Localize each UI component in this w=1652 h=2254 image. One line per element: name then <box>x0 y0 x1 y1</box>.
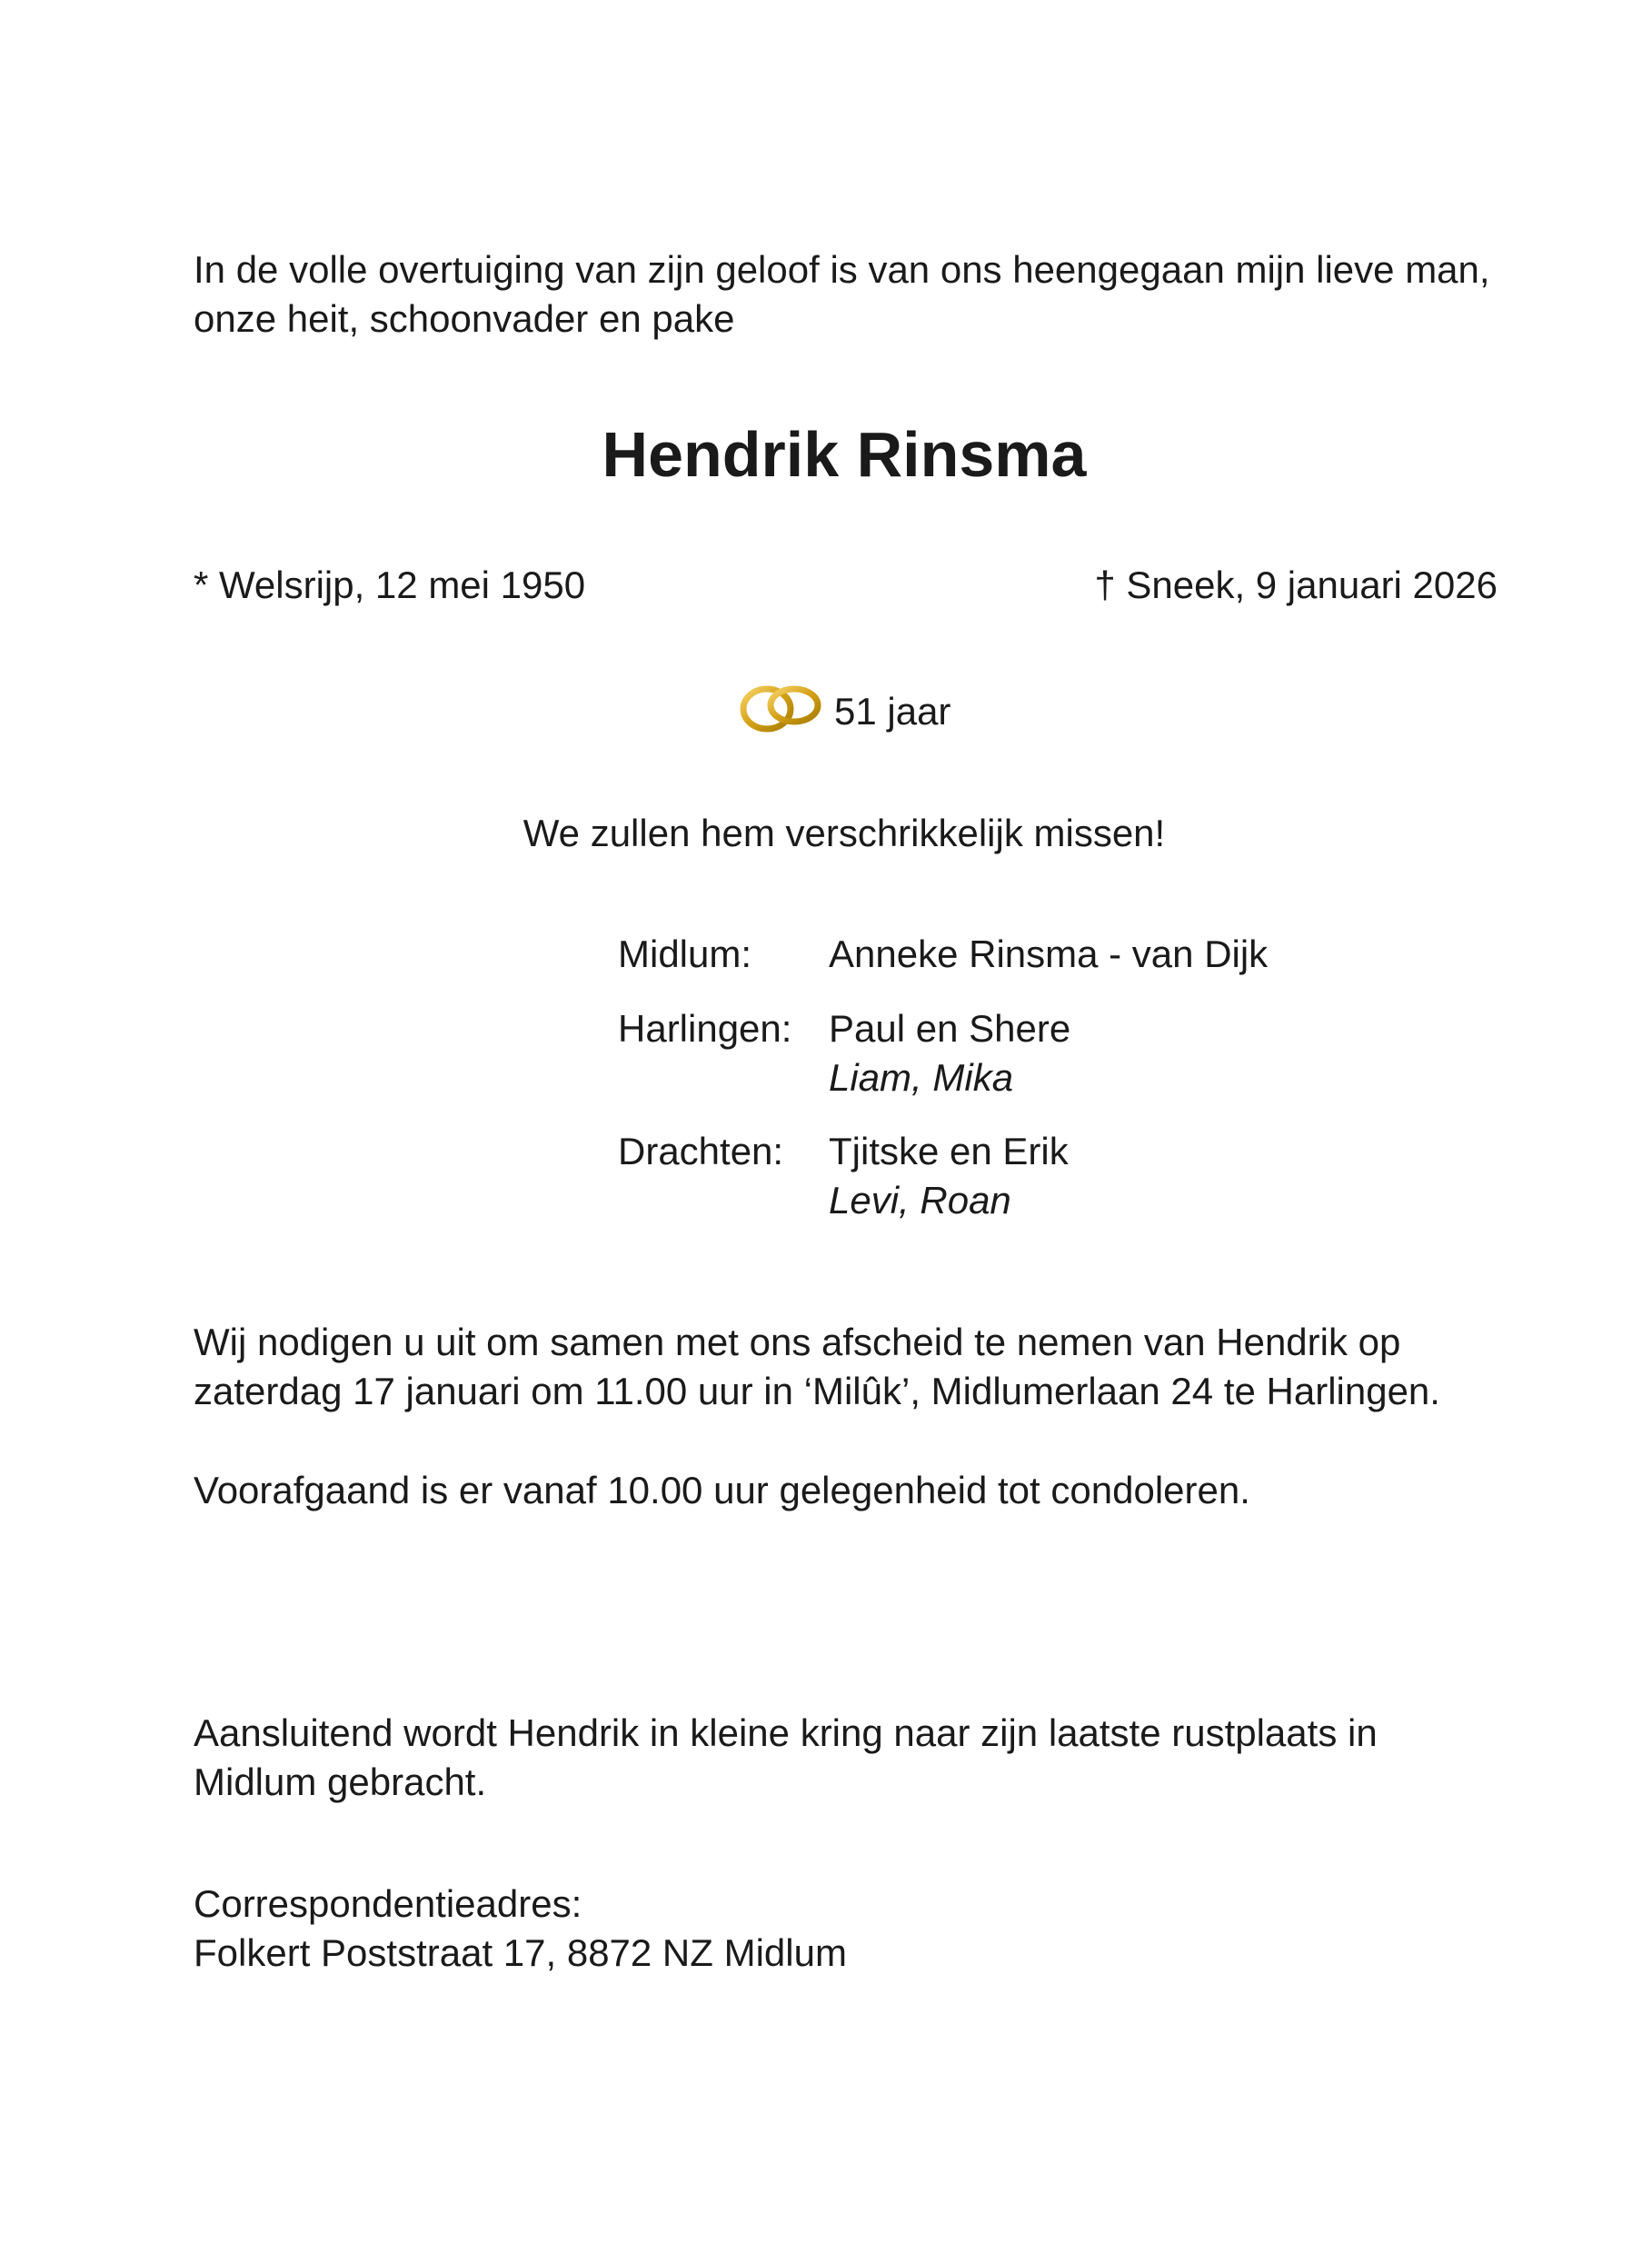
marriage-years: 51 jaar <box>834 690 951 733</box>
correspondence-block <box>194 1880 847 1978</box>
family-names: Anneke Rinsma - van Dijk <box>829 933 1269 975</box>
burial-line-2: Midlum gebracht. <box>194 1760 487 1803</box>
burial-line-1: Aansluitend wordt Hendrik in kleine kring naar zijn laatste rustplaats in <box>194 1711 1378 1754</box>
birth-info: * Welsrijp, 12 mei 1950 <box>194 564 586 606</box>
correspondence-label: Correspondentieadres: <box>194 1882 582 1925</box>
family-grandchildren: Liam, Mika <box>829 1056 1014 1099</box>
intro-text <box>194 245 1490 344</box>
intro-line-1: In de volle overtuiging van zijn geloof is van ons heengegaan mijn lieve man, <box>194 248 1490 291</box>
family-names: Paul en Shere <box>829 1007 1071 1050</box>
deceased-name: Hendrik Rinsma <box>602 419 1087 490</box>
invitation-line-2: zaterdag 17 januari om 11.00 uur in ‘Milûk’, Midlumerlaan 24 te Harlingen. <box>194 1370 1440 1412</box>
family-grandchildren: Levi, Roan <box>829 1179 1011 1222</box>
invitation-text <box>194 1318 1440 1416</box>
wedding-rings-icon <box>736 680 827 734</box>
family-place: Midlum: <box>618 933 752 975</box>
death-info: † Sneek, 9 januari 2026 <box>1094 564 1498 606</box>
condolence-text: Voorafgaand is er vanaf 10.00 uur gelegenheid tot condoleren. <box>194 1469 1250 1511</box>
family-names: Tjitske en Erik <box>829 1130 1069 1172</box>
intro-line-2: onze heit, schoonvader en pake <box>194 297 735 340</box>
burial-text <box>194 1709 1378 1807</box>
missen-text: We zullen hem verschrikkelijk missen! <box>522 812 1166 854</box>
family-place: Harlingen: <box>618 1007 792 1050</box>
family-place: Drachten: <box>618 1130 784 1172</box>
invitation-line-1: Wij nodigen u uit om samen met ons afscheid te nemen van Hendrik op <box>194 1321 1401 1363</box>
correspondence-address: Folkert Poststraat 17, 8872 NZ Midlum <box>194 1931 847 1974</box>
